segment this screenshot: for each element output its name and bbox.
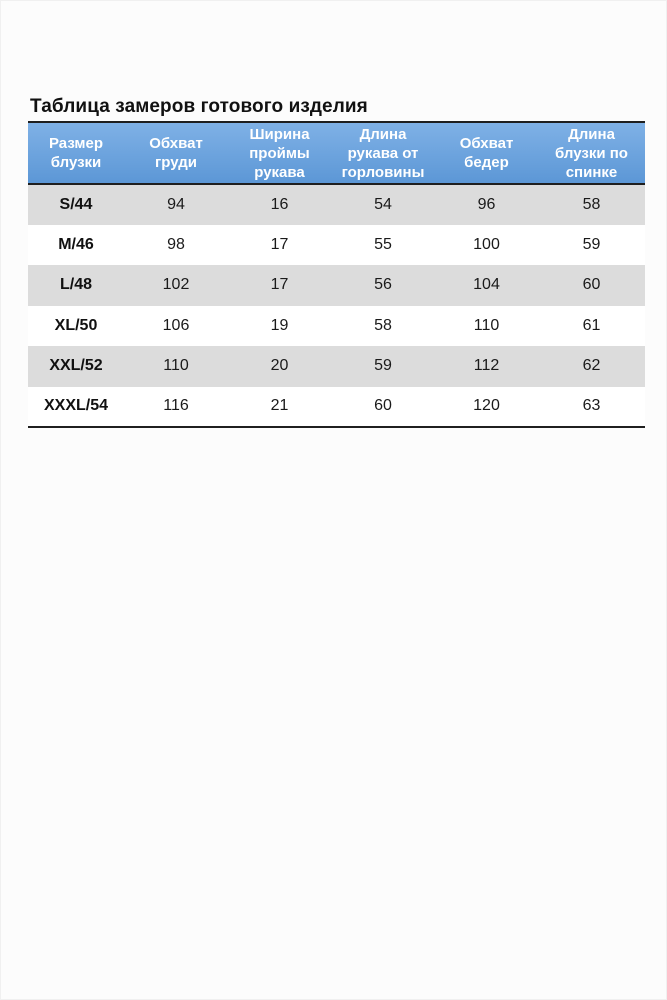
header-sleeve-length — [331, 122, 435, 184]
sleeve-cell: 55 — [331, 225, 435, 266]
hips-cell: 104 — [435, 265, 538, 306]
size-cell: XXXL/54 — [28, 387, 124, 428]
header-line: рукава от — [347, 144, 419, 162]
armhole-cell: 16 — [228, 184, 331, 225]
table-title: Таблица замеров готового изделия — [30, 96, 368, 117]
hips-cell: 100 — [435, 225, 538, 266]
chest-cell: 110 — [124, 346, 228, 387]
size-table — [28, 121, 645, 428]
header-blouse-size — [28, 122, 124, 184]
armhole-cell: 19 — [228, 306, 331, 347]
header-line: рукава — [254, 163, 305, 181]
chest-cell: 116 — [124, 387, 228, 428]
header-line: спинке — [565, 163, 618, 181]
header-chest — [124, 122, 228, 184]
table-row — [28, 387, 645, 428]
table-row — [28, 346, 645, 387]
back-length-cell: 59 — [538, 225, 645, 266]
table-body — [28, 184, 645, 427]
header-line: блузки — [50, 154, 102, 171]
header-armhole-width — [228, 122, 331, 184]
back-length-cell: 61 — [538, 306, 645, 347]
header-line: проймы — [249, 144, 310, 162]
size-cell: M/46 — [28, 225, 124, 266]
sleeve-cell: 58 — [331, 306, 435, 347]
armhole-cell: 20 — [228, 346, 331, 387]
header-line: Размер — [48, 135, 104, 152]
header-line: Длина — [359, 125, 407, 143]
header-line: блузки по — [555, 144, 628, 162]
header-hips — [435, 122, 538, 184]
hips-cell: 110 — [435, 306, 538, 347]
back-length-cell: 62 — [538, 346, 645, 387]
armhole-cell: 17 — [228, 265, 331, 306]
table-row — [28, 306, 645, 347]
header-line: Обхват — [149, 135, 203, 152]
header-line: бедер — [464, 154, 509, 171]
armhole-cell: 21 — [228, 387, 331, 428]
sleeve-cell: 60 — [331, 387, 435, 428]
hips-cell: 96 — [435, 184, 538, 225]
chest-cell: 102 — [124, 265, 228, 306]
size-cell: XXL/52 — [28, 346, 124, 387]
chest-cell: 98 — [124, 225, 228, 266]
size-cell: S/44 — [28, 184, 124, 225]
table-header — [28, 122, 645, 184]
header-back-length — [538, 122, 645, 184]
size-cell: L/48 — [28, 265, 124, 306]
size-cell: XL/50 — [28, 306, 124, 347]
hips-cell: 120 — [435, 387, 538, 428]
table-row — [28, 225, 645, 266]
header-row — [28, 122, 645, 184]
back-length-cell: 63 — [538, 387, 645, 428]
header-line: горловины — [341, 163, 425, 181]
chest-cell: 106 — [124, 306, 228, 347]
back-length-cell: 60 — [538, 265, 645, 306]
chest-cell: 94 — [124, 184, 228, 225]
header-line: Ширина — [249, 125, 310, 143]
back-length-cell: 58 — [538, 184, 645, 225]
hips-cell: 112 — [435, 346, 538, 387]
sleeve-cell: 54 — [331, 184, 435, 225]
header-line: Обхват — [459, 135, 514, 152]
armhole-cell: 17 — [228, 225, 331, 266]
table-row — [28, 265, 645, 306]
header-line: Длина — [568, 125, 615, 143]
table-row — [28, 184, 645, 225]
header-line: груди — [155, 154, 197, 171]
sleeve-cell: 56 — [331, 265, 435, 306]
sleeve-cell: 59 — [331, 346, 435, 387]
